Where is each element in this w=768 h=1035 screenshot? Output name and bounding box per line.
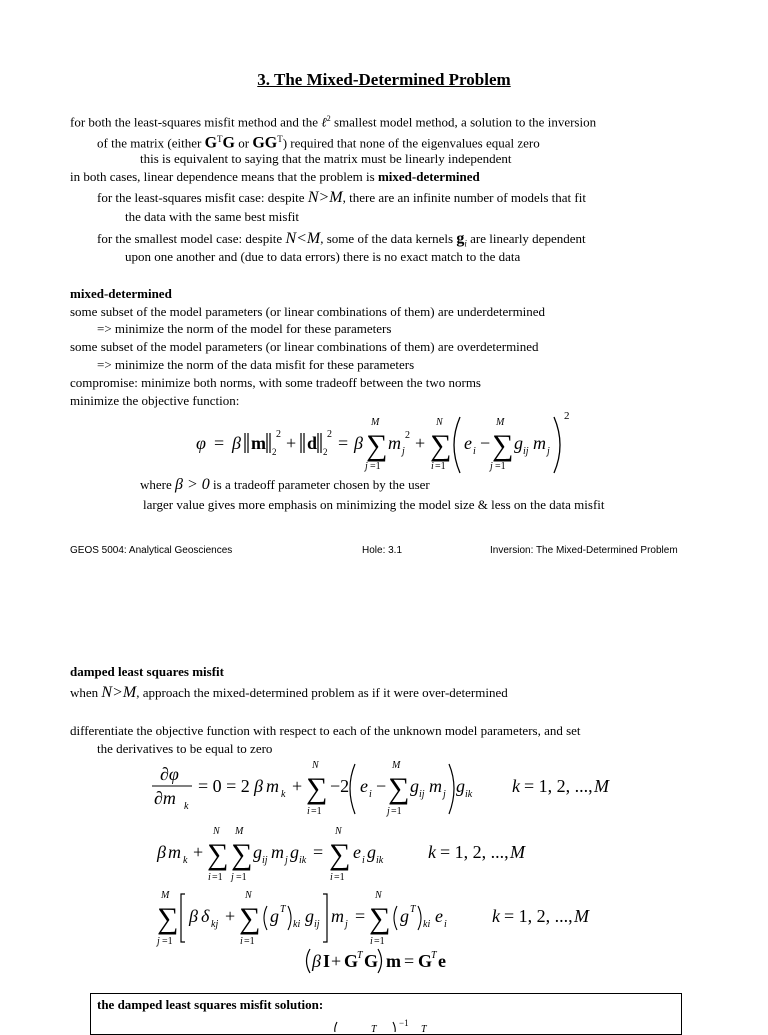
svg-text:=1: =1 xyxy=(374,936,385,947)
svg-text:N: N xyxy=(312,760,319,771)
svg-text:N: N xyxy=(436,417,443,428)
svg-text:ij: ij xyxy=(262,855,268,866)
svg-text:j: j xyxy=(231,872,234,882)
svg-text:i: i xyxy=(444,919,447,930)
svg-text:k: k xyxy=(428,842,436,862)
paragraph-line: larger value gives more emphasis on minimizing the model size & less on the data misfit xyxy=(143,497,605,512)
svg-text:j: j xyxy=(490,461,493,472)
text: for both the least-squares misfit method and the xyxy=(70,114,322,130)
svg-text:ij: ij xyxy=(419,789,425,800)
svg-text:i: i xyxy=(362,855,365,866)
svg-text:e: e xyxy=(435,906,443,926)
svg-text:=: = xyxy=(338,433,349,453)
svg-text:g: g xyxy=(456,776,465,796)
svg-text:ik: ik xyxy=(465,789,473,800)
svg-text:−: − xyxy=(480,433,491,453)
svg-text:δ: δ xyxy=(201,906,210,926)
svg-text:i: i xyxy=(369,789,372,800)
objective-function-equation xyxy=(190,405,590,475)
svg-text:m: m xyxy=(429,776,442,796)
svg-text:G: G xyxy=(418,951,433,971)
paragraph-line xyxy=(70,111,596,130)
svg-text:g: g xyxy=(367,842,376,862)
svg-text:−1: −1 xyxy=(399,1018,409,1028)
svg-text:= 1, 2, ...,: = 1, 2, ..., xyxy=(504,906,573,926)
svg-text:+: + xyxy=(225,906,236,926)
svg-text:φ: φ xyxy=(196,433,206,453)
superscript: T xyxy=(217,134,223,144)
svg-text:T: T xyxy=(410,904,416,915)
svg-text:2: 2 xyxy=(272,447,277,457)
paragraph-line xyxy=(97,131,540,151)
paragraph-line xyxy=(70,169,480,185)
condition: N>M xyxy=(101,684,137,701)
subheading: damped least squares misfit xyxy=(70,664,224,679)
svg-text:i: i xyxy=(370,936,373,947)
beta-condition: β > 0 xyxy=(175,476,210,493)
svg-text:2: 2 xyxy=(564,410,570,422)
text: for the smallest model case: despite xyxy=(97,231,286,246)
svg-text:T: T xyxy=(280,904,286,915)
solution-box-title: the damped least squares misfit solution: xyxy=(97,997,324,1012)
paragraph-line: some subset of the model parameters (or linear combinations of them) are underdetermined xyxy=(70,304,546,319)
svg-text:β: β xyxy=(254,776,263,796)
text: are linearly dependent xyxy=(466,231,586,246)
text: when xyxy=(70,685,102,700)
svg-text:=: = xyxy=(313,842,324,862)
text: of the matrix (either xyxy=(97,135,205,151)
svg-text:g: g xyxy=(253,842,262,862)
svg-text:M: M xyxy=(371,417,380,428)
svg-text:=1: =1 xyxy=(495,461,506,472)
svg-text:2: 2 xyxy=(323,447,328,457)
svg-text:T: T xyxy=(421,1024,427,1032)
svg-text:β: β xyxy=(354,433,363,453)
paragraph-line: => minimize the norm of the data misfit for these parameters xyxy=(97,357,415,372)
svg-text:i: i xyxy=(330,872,333,882)
svg-text:M: M xyxy=(392,760,401,771)
svg-text:m: m xyxy=(271,842,284,862)
svg-text:+: + xyxy=(286,433,297,453)
svg-text:k: k xyxy=(183,855,188,866)
svg-text:∑: ∑ xyxy=(388,772,410,805)
svg-text:N: N xyxy=(335,826,342,837)
svg-text:∑: ∑ xyxy=(157,902,179,935)
svg-text:G: G xyxy=(364,951,379,971)
svg-text:j: j xyxy=(387,806,390,817)
svg-text:m: m xyxy=(168,842,181,862)
footer-center: Hole: 3.1 xyxy=(362,545,403,556)
svg-text:g: g xyxy=(514,433,523,453)
svg-text:∑: ∑ xyxy=(239,902,261,935)
svg-text:=1: =1 xyxy=(391,806,402,817)
text: , some of the data kernels xyxy=(320,231,457,246)
svg-text:ki: ki xyxy=(423,919,431,930)
subscript: i xyxy=(464,238,467,249)
expanded-equation xyxy=(155,824,545,882)
svg-text:e: e xyxy=(360,776,368,796)
footer-left: GEOS 5004: Analytical Geosciences xyxy=(70,545,233,556)
svg-text:2: 2 xyxy=(327,429,332,440)
derivative-equation xyxy=(150,758,620,818)
svg-text:+: + xyxy=(415,433,426,453)
svg-text:j: j xyxy=(285,855,288,866)
svg-text:=: = xyxy=(404,951,415,971)
text: ) required that none of the eigenvalues equal zero xyxy=(282,135,540,151)
svg-text:m: m xyxy=(266,776,279,796)
svg-text:N: N xyxy=(245,890,252,901)
bold-term: mixed-determined xyxy=(377,169,480,184)
svg-text:∂m: ∂m xyxy=(154,788,176,808)
bracket-equation xyxy=(155,886,595,948)
condition: N>M xyxy=(307,189,343,206)
paragraph-line: => minimize the norm of the model for these parameters xyxy=(97,321,392,336)
svg-text:∑: ∑ xyxy=(207,838,229,871)
svg-text:k: k xyxy=(492,906,500,926)
svg-text:i: i xyxy=(208,872,211,882)
solution-box xyxy=(90,993,682,1035)
svg-text:∑: ∑ xyxy=(369,902,391,935)
svg-text:∑: ∑ xyxy=(430,429,452,462)
svg-text:k: k xyxy=(281,789,286,800)
condition: N<M xyxy=(285,230,321,247)
svg-text:N: N xyxy=(375,890,382,901)
svg-text:m: m xyxy=(533,433,546,453)
text: is a tradeoff parameter chosen by the user xyxy=(209,477,430,492)
svg-text:e: e xyxy=(438,951,446,971)
svg-text:= 1, 2, ...,: = 1, 2, ..., xyxy=(524,776,593,796)
svg-text:∑: ∑ xyxy=(306,772,328,805)
svg-text:g: g xyxy=(410,776,419,796)
svg-text:I: I xyxy=(323,951,331,971)
text: or xyxy=(234,135,253,151)
svg-text:β: β xyxy=(312,951,321,971)
section-title: 3. The Mixed-Determined Problem xyxy=(257,70,511,89)
paragraph-line: compromise: minimize both norms, with some tradeoff between the two norms xyxy=(70,375,481,390)
superscript: T xyxy=(277,134,283,144)
svg-text:+: + xyxy=(193,842,204,862)
svg-text:2: 2 xyxy=(276,429,281,440)
paragraph-line: minimize the objective function: xyxy=(70,393,240,408)
svg-text:M: M xyxy=(594,776,609,796)
text: where xyxy=(140,477,176,492)
svg-text:e: e xyxy=(353,842,361,862)
text: , there are an infinite number of models that fit xyxy=(342,190,586,205)
svg-text:=1: =1 xyxy=(370,461,381,472)
svg-text:j: j xyxy=(345,919,348,930)
svg-text:−: − xyxy=(376,776,387,796)
svg-text:ij: ij xyxy=(523,446,529,457)
paragraph-line: this is equivalent to saying that the matrix must be linearly independent xyxy=(140,151,512,166)
svg-text:β: β xyxy=(189,906,198,926)
text: for the least-squares misfit case: despite xyxy=(97,190,308,205)
svg-text:N: N xyxy=(213,826,220,837)
text: smallest model method, a solution to the inversion xyxy=(330,114,597,130)
svg-text:M: M xyxy=(496,417,505,428)
svg-text:ki: ki xyxy=(293,919,301,930)
svg-text:M: M xyxy=(510,842,525,862)
svg-text:k: k xyxy=(184,801,189,812)
svg-text:m: m xyxy=(386,951,401,971)
text: in both cases, linear dependence means that the problem is xyxy=(70,169,378,184)
svg-text:β: β xyxy=(232,433,241,453)
svg-text:j: j xyxy=(157,936,160,947)
solution-equation-partial xyxy=(331,1016,471,1032)
svg-text:ik: ik xyxy=(299,855,307,866)
svg-text:T: T xyxy=(357,950,363,961)
svg-text:kj: kj xyxy=(211,919,219,930)
svg-text:i: i xyxy=(473,446,476,457)
svg-text:∑: ∑ xyxy=(329,838,351,871)
svg-text:= 1, 2, ...,: = 1, 2, ..., xyxy=(440,842,509,862)
svg-text:j: j xyxy=(443,789,446,800)
svg-text:∑: ∑ xyxy=(492,429,514,462)
paragraph-line: some subset of the model parameters (or linear combinations of them) are overdetermined xyxy=(70,339,539,354)
svg-text:=1: =1 xyxy=(236,872,247,882)
ell-symbol: ℓ xyxy=(321,114,327,130)
svg-text:=: = xyxy=(355,906,366,926)
svg-text:m: m xyxy=(251,433,266,453)
svg-text:g: g xyxy=(270,906,279,926)
svg-text:ij: ij xyxy=(314,919,320,930)
svg-text:i: i xyxy=(307,806,310,817)
svg-text:=1: =1 xyxy=(162,936,173,947)
svg-text:∂φ: ∂φ xyxy=(160,764,179,784)
svg-text:M: M xyxy=(574,906,589,926)
svg-text:g: g xyxy=(400,906,409,926)
svg-text:g: g xyxy=(305,906,314,926)
matrix-symbol: GG xyxy=(252,134,278,152)
svg-text:M: M xyxy=(235,826,244,837)
svg-text:=1: =1 xyxy=(435,461,446,472)
paragraph-line xyxy=(70,685,508,701)
svg-text:=1: =1 xyxy=(311,806,322,817)
svg-text:T: T xyxy=(371,1024,377,1032)
svg-text:=: = xyxy=(214,433,225,453)
paragraph-line: differentiate the objective function with respect to each of the unknown model parameters, and set xyxy=(70,723,581,738)
svg-text:−2: −2 xyxy=(330,776,350,796)
svg-text:ik: ik xyxy=(376,855,384,866)
svg-text:m: m xyxy=(331,906,344,926)
svg-text:=1: =1 xyxy=(334,872,345,882)
paragraph-line xyxy=(140,477,430,493)
svg-text:m: m xyxy=(388,433,401,453)
text: , approach the mixed-determined problem as if it were over-determined xyxy=(136,685,508,700)
svg-text:=1: =1 xyxy=(244,936,255,947)
svg-text:+: + xyxy=(292,776,303,796)
svg-text:j: j xyxy=(365,461,368,472)
svg-text:= 0 = 2: = 0 = 2 xyxy=(198,776,250,796)
svg-text:G: G xyxy=(344,951,359,971)
footer-right: Inversion: The Mixed-Determined Problem xyxy=(490,545,678,556)
svg-text:j: j xyxy=(402,446,405,457)
kernel-symbol: g xyxy=(456,230,465,247)
paragraph-line xyxy=(97,190,586,206)
paragraph-line: the data with the same best misfit xyxy=(125,209,300,224)
svg-text:i: i xyxy=(240,936,243,947)
svg-text:d: d xyxy=(307,433,318,453)
svg-text:k: k xyxy=(512,776,520,796)
svg-text:β: β xyxy=(157,842,166,862)
matrix-symbol: G xyxy=(204,134,218,152)
svg-text:+: + xyxy=(331,951,342,971)
svg-text:M: M xyxy=(161,890,170,901)
superscript: 2 xyxy=(326,114,331,123)
svg-text:e: e xyxy=(464,433,472,453)
svg-text:∑: ∑ xyxy=(366,429,388,462)
svg-text:j: j xyxy=(547,446,550,457)
paragraph-line: upon one another and (due to data errors) there is no exact match to the data xyxy=(125,249,521,264)
paragraph-line: the derivatives to be equal to zero xyxy=(97,741,273,756)
svg-text:=1: =1 xyxy=(212,872,223,882)
svg-text:i: i xyxy=(431,461,434,472)
svg-text:2: 2 xyxy=(405,430,410,441)
matrix-symbol: G xyxy=(222,134,235,152)
svg-text:∑: ∑ xyxy=(231,838,253,871)
svg-text:T: T xyxy=(431,950,437,961)
subheading: mixed-determined xyxy=(70,286,172,301)
svg-text:g: g xyxy=(290,842,299,862)
matrix-equation xyxy=(300,945,470,977)
